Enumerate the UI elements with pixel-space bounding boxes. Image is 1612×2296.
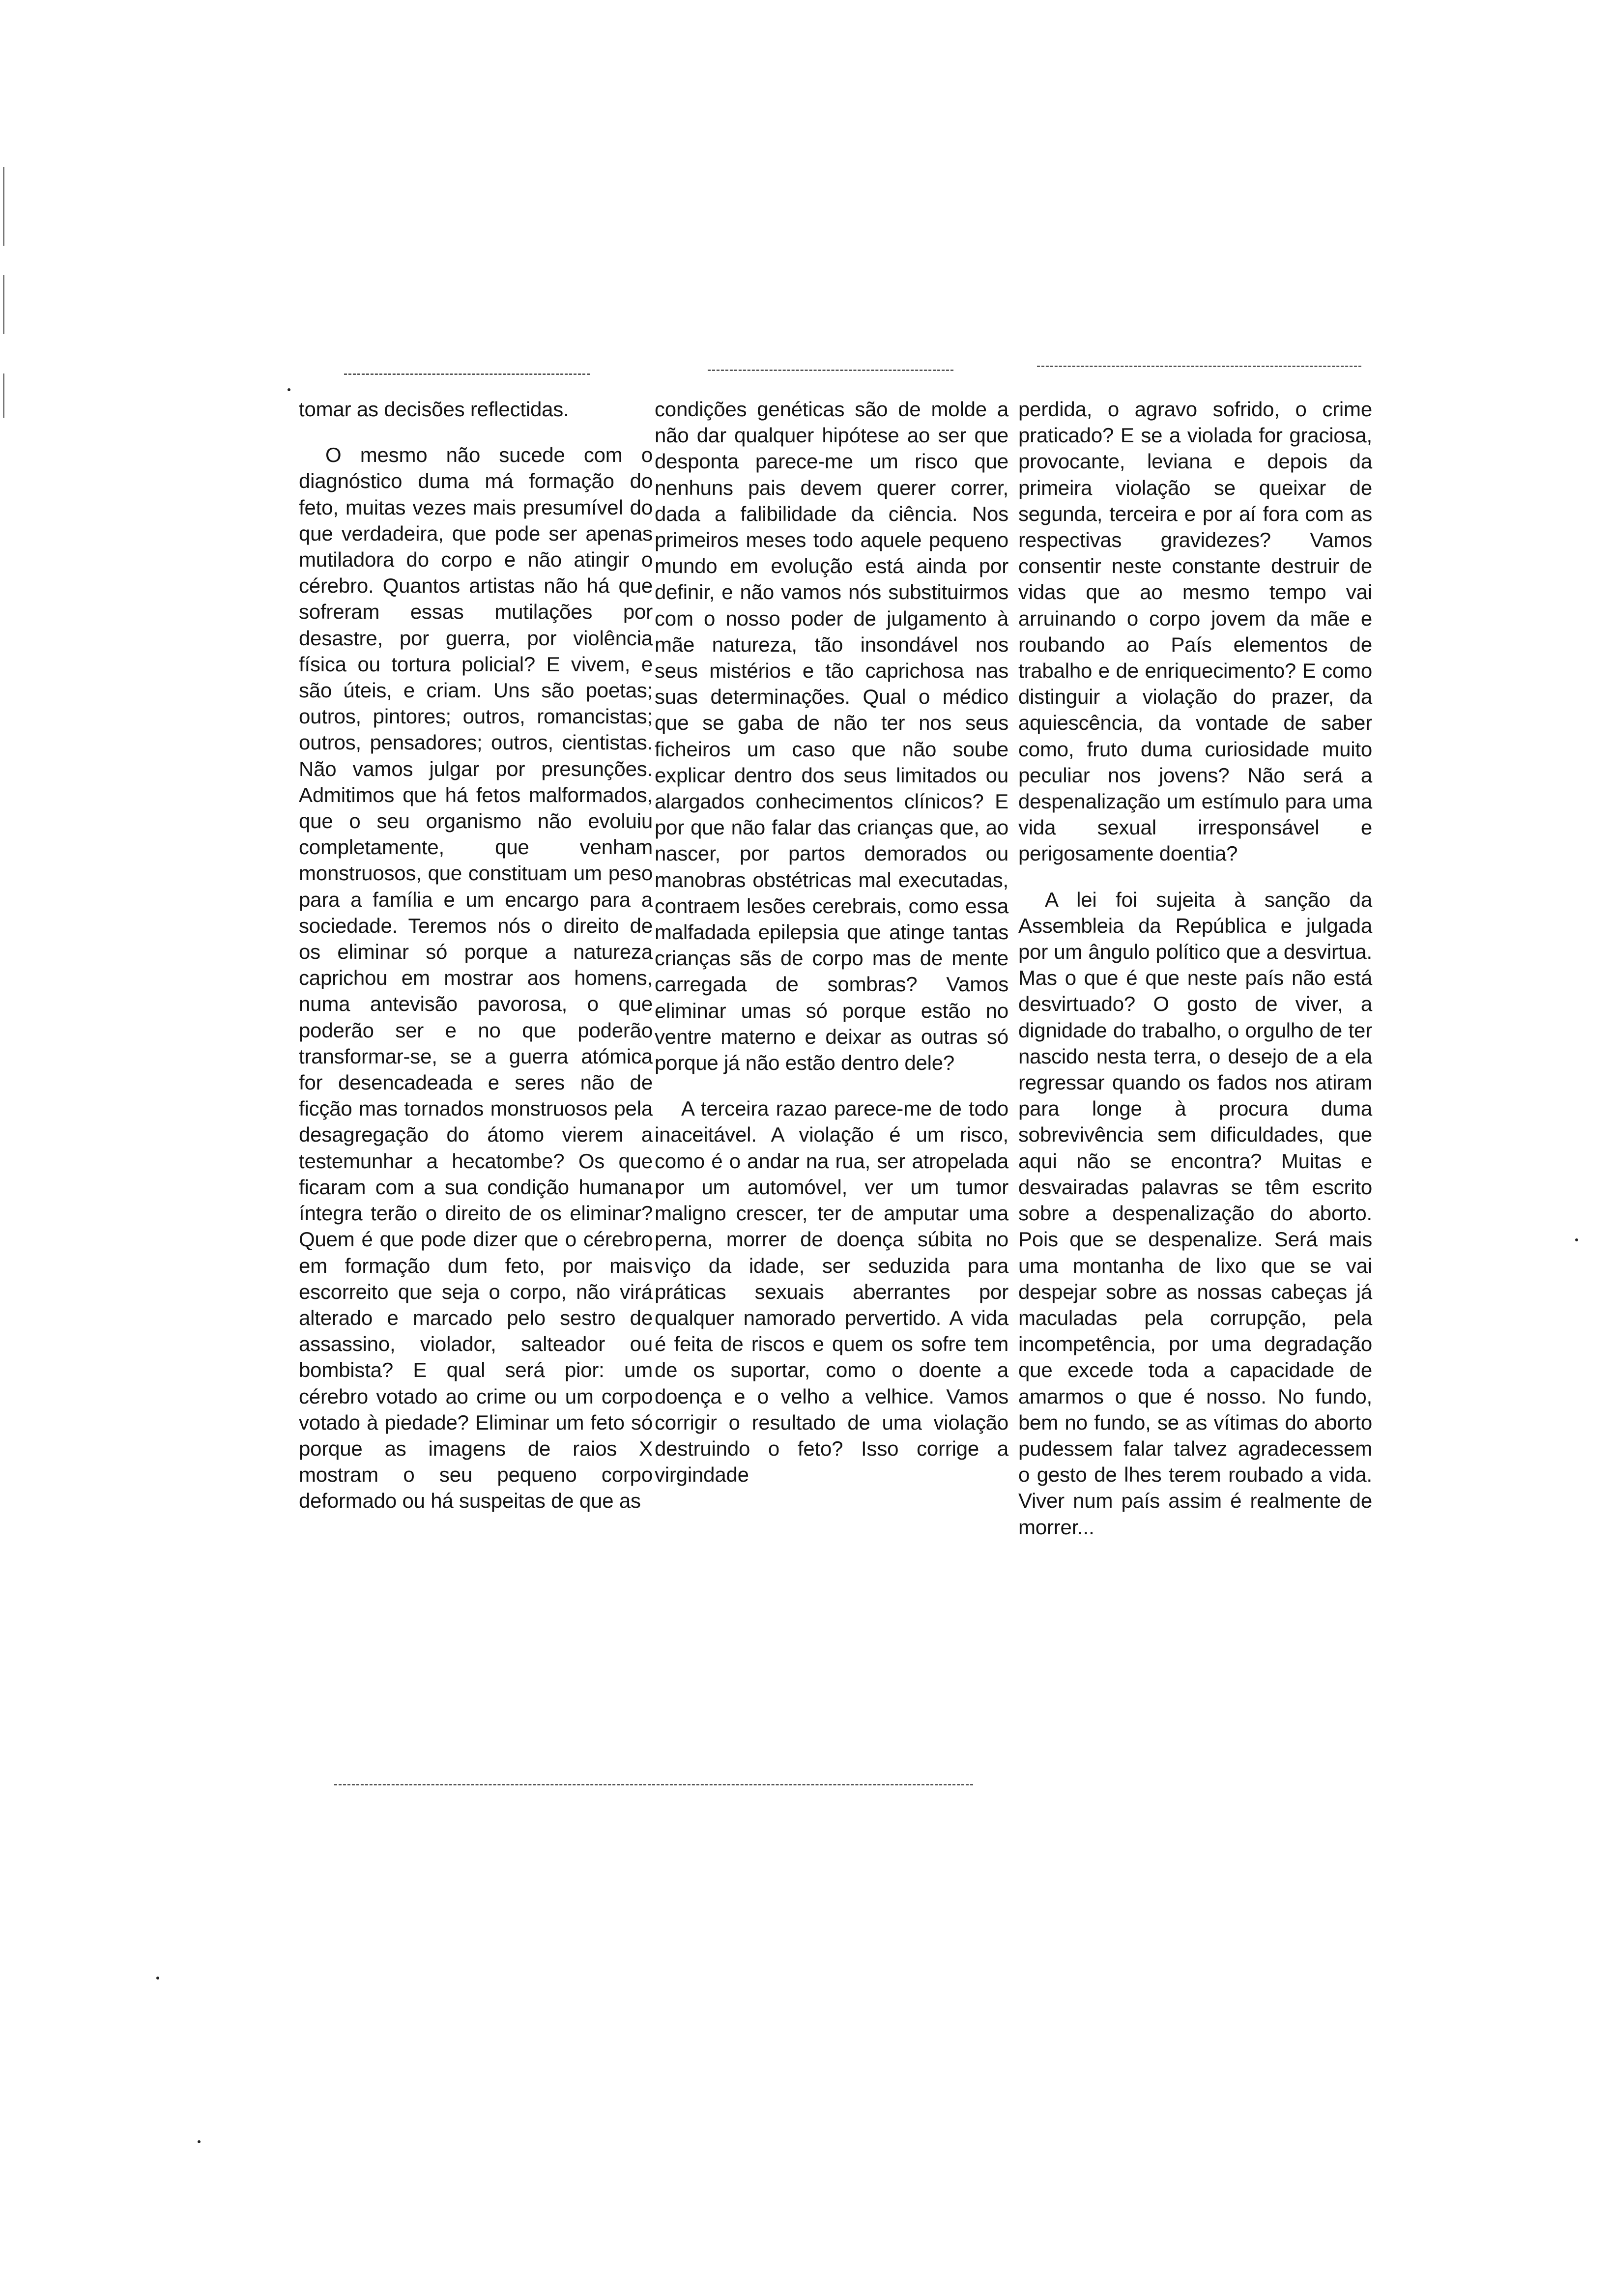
article-column-1 bbox=[299, 396, 653, 1514]
scan-speck bbox=[198, 2140, 201, 2143]
top-cut-line bbox=[344, 373, 590, 375]
column-paragraph: A terceira razao parece-me de todo inaceitável. A violação é um risco, como é o andar na rua, ser atropelada por um automóvel, ver um tumor maligno crescer, ter de amputar uma perna, morrer de doença súbita no viço da idade, ser seduzida para práticas sexuais aberrantes por qualquer namorado pervertido. A vida é feita de riscos e quem os sofre tem de os suportar, como o doente a doença e o velho a velhice. Vamos corrigir o resultado de uma violação destruindo o feto? Isso corrige a virgindade bbox=[655, 1097, 1008, 1487]
top-cut-line bbox=[1037, 366, 1361, 367]
column-paragraph: tomar as decisões reflectidas. bbox=[299, 398, 569, 421]
column-paragraph: perdida, o agravo sofrido, o crime praticado? E se a violada for graciosa, provocante, leviana e depois da primeira violação se queixar de segunda, terceira e por aí fora com as respectivas gravidezes? Vamos consentir neste constante destruir de vidas que ao mesmo tempo vai arruinando o corpo jovem da mãe e roubando ao País elementos de trabalho e de enriquecimento? E como distinguir a violação do prazer, da aquiescência, da vontade de saber como, fruto duma curiosidade muito peculiar nos jovens? Não será a despenalização um estímulo para uma vida sexual irresponsável e perigosamente doentia? bbox=[1018, 398, 1372, 865]
scan-edge-mark bbox=[3, 275, 4, 334]
article-column-2 bbox=[655, 396, 1008, 1488]
scan-speck bbox=[1575, 1238, 1578, 1241]
article-column-3 bbox=[1018, 396, 1372, 1540]
scan-edge-mark bbox=[3, 167, 4, 246]
column-paragraph: condições genéticas são de molde a não dar qualquer hipótese ao ser que desponta parece-me um risco que nenhuns pais devem querer correr, dada a falibilidade da ciência. Nos primeiros meses todo aquele pequeno mundo em evolução está ainda por definir, e não vamos nós substituirmos com o nosso poder de julgamento à mãe natureza, tão insondável nos seus mistérios e tão caprichosa nas suas determinações. Qual o médico que se gaba de não ter nos seus ficheiros um caso que não soube explicar dentro dos seus limitados ou alargados conhecimentos clínicos? E por que não falar das crianças que, ao nascer, por partos demorados ou manobras obstétricas mal executadas, contraem lesões cerebrais, como essa malfadada epilepsia que atinge tantas crianças sãs de corpo mas de mente carregada de sombras? Vamos eliminar umas só porque estão no ventre materno e deixar as outras só porque já não estão dentro dele? bbox=[655, 398, 1008, 1075]
column-paragraph: O mesmo não sucede com o diagnóstico duma má formação do feto, muitas vezes mais presumível do que verdadeira, que pode ser apenas mutiladora do corpo e não atingir o cérebro. Quantos artistas não há que sofreram essas mutilações por desastre, por guerra, por violência física ou tortura policial? E vivem, e são úteis, e criam. Uns são poetas; outros, pintores; outros, romancistas; outros, pensadores; outros, cientistas. Não vamos julgar por presunções. Admitimos que há fetos malformados, que o seu organismo não evoluiu completamente, que venham monstruosos, que constituam um peso para a família e um encargo para a sociedade. Teremos nós o direito de os eliminar só porque a natureza caprichou em mostrar aos homens, numa antevisão pavorosa, o que poderão ser e no que poderão transformar-se, se a guerra atómica for desencadeada e seres não de ficção mas tornados monstruosos pela desagregação do átomo vierem a testemunhar a hecatombe? Os que ficaram com a sua condição humana íntegra terão o direito de os eliminar? Quem é que pode dizer que o cérebro em formação dum feto, por mais escorreito que seja o corpo, não virá alterado e marcado pelo sestro de assassino, violador, salteador ou bombista? E qual será pior: um cérebro votado ao crime ou um corpo votado à piedade? Eliminar um feto só porque as imagens de raios X mostram o seu pequeno corpo deformado ou há suspeitas de que as bbox=[299, 443, 653, 1513]
bottom-cut-line bbox=[334, 1784, 973, 1785]
scan-edge-mark bbox=[3, 373, 4, 418]
column-paragraph: A lei foi sujeita à sanção da Assembleia da República e julgada por um ângulo político que a desvirtua. Mas o que é que neste país não está desvirtuado? O gosto de viver, a dignidade do trabalho, o orgulho de ter nascido nesta terra, o desejo de a ela regressar quando os fados nos atiram para longe à procura duma sobrevivência sem dificuldades, que aqui não se encontra? Muitas e desvairadas palavras se têm escrito sobre a despenalização do aborto. Pois que se despenalize. Será mais uma montanha de lixo que se vai despejar sobre as nossas cabeças já maculadas pela corrupção, pela incompetência, por uma degradação que excede toda a capacidade de amarmos o que é nosso. No fundo, bem no fundo, se as vítimas do aborto pudessem falar talvez agradecessem o gesto de lhes terem roubado a vida. Viver num país assim é realmente de morrer... bbox=[1018, 888, 1372, 1539]
top-cut-line bbox=[708, 370, 953, 371]
scan-speck bbox=[288, 388, 290, 391]
scan-speck bbox=[156, 1977, 159, 1980]
